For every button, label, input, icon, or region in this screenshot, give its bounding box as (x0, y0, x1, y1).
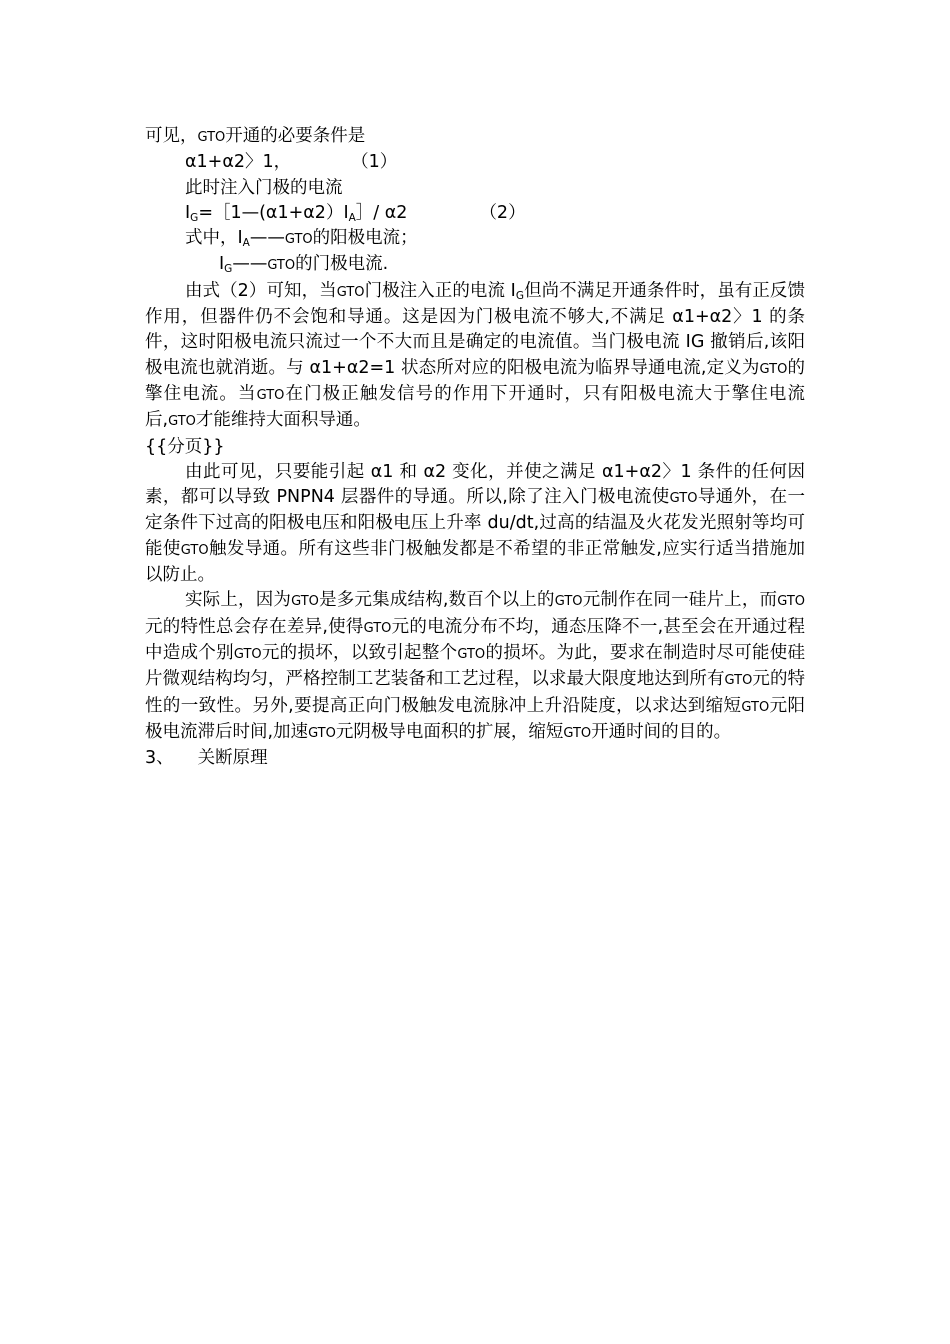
gto-abbr: GTO (336, 284, 365, 300)
equation-2-symbol: I (185, 202, 191, 223)
gto-abbr: GTO (308, 725, 336, 741)
paragraph-1 (145, 279, 805, 435)
paragraph-text: 门极注入正的电流 I (364, 280, 516, 301)
definition-text: 的门极电流. (295, 254, 389, 275)
gto-abbr: GTO (180, 542, 209, 558)
subscript: A (242, 237, 250, 250)
gto-abbr: GTO (284, 232, 313, 248)
paragraph-text: 由式（2）可知，当 (185, 280, 337, 301)
intro-line (145, 124, 805, 150)
intro-text: 可见， (145, 126, 198, 146)
equation-1 (145, 150, 805, 175)
gto-abbr: GTO (724, 673, 753, 689)
equation-2-formula: =［1—(α1+α2）I (198, 202, 349, 223)
equation-2-formula: ］/ α2 (355, 202, 408, 223)
gate-current-intro: 此时注入门极的电流 (185, 177, 343, 198)
subscript: G (224, 263, 233, 276)
page-break-marker: {{分页}} (145, 436, 225, 457)
definition-text: 的阳极电流； (312, 228, 418, 249)
equation-1-number: （1） (351, 152, 398, 173)
definition-text: I (219, 254, 225, 275)
paragraph-2 (145, 460, 805, 588)
paragraph-text: 实际上，因为 (185, 590, 292, 611)
definition-text: 式中，I (185, 228, 243, 249)
paragraph-text: 元的损坏，以致引起整个 (261, 642, 458, 663)
paragraph-text: 元制作在同一硅片上，而 (582, 590, 778, 611)
paragraph-text: 元的特性的一致性。另外,要提高正向门极触发电流脉冲上升沿陡度，以求达到缩短 (145, 669, 806, 716)
section-title: 关断原理 (197, 748, 268, 769)
paragraph-text: 元的特性总会存在差异,使得 (145, 616, 364, 637)
definition-text: —— (232, 254, 268, 275)
paragraph-text: 元阴极导电面积的扩展，缩短 (335, 721, 564, 742)
paragraph-text: 元的电流分布不均，通态压降不一,甚至会在开通过程中造成个别 (145, 616, 806, 663)
subscript: A (348, 211, 356, 224)
gto-abbr: GTO (291, 594, 319, 610)
paragraph-text: 才能维持大面积导通。 (195, 410, 371, 431)
paragraph-text: 的擎住电流。当 (145, 357, 805, 404)
paragraph-text: 开通时间的目的。 (591, 721, 732, 742)
intro-text: 开通的必要条件是 (225, 126, 366, 146)
gto-abbr: GTO (554, 594, 583, 610)
paragraph-text: 触发导通。所有这些非门极触发都是不希望的非正常触发,应实行适当措施加以防止。 (145, 538, 806, 586)
document-body (145, 124, 805, 771)
gto-abbr: GTO (256, 387, 285, 403)
gto-abbr: GTO (669, 491, 698, 507)
gto-abbr: GTO (741, 699, 770, 715)
paragraph-text: 由此可见，只要能引起 α1 和 α2 变化，并使之满足 α1+α2〉1 条件的任何因素，都可以导致 PNPN4 层器件的导通。所以,除了注入门极电流使 (145, 461, 805, 508)
gto-abbr: GTO (197, 130, 226, 145)
gto-abbr: GTO (777, 594, 806, 610)
definition-anode-current (145, 226, 805, 252)
paragraph-text: 的损坏。为此，要求在制造时尽可能使硅片微观结构均匀，严格控制工艺装备和工艺过程，以求最大限度地达到所有 (145, 642, 806, 690)
subscript: G (515, 289, 524, 302)
subscript: G (190, 211, 199, 224)
gto-abbr: GTO (168, 414, 196, 430)
gto-abbr: GTO (233, 646, 262, 662)
gto-abbr: GTO (363, 620, 392, 636)
definition-text: —— (249, 228, 285, 249)
gto-abbr: GTO (759, 361, 788, 377)
equation-2 (145, 201, 805, 226)
gto-abbr: GTO (457, 646, 486, 662)
section-number: 3、 (145, 748, 174, 769)
gto-abbr: GTO (563, 725, 592, 741)
equation-2-number: （2） (479, 202, 526, 223)
section-heading (145, 746, 805, 771)
paragraph-text: 元阳极电流滞后时间,加速 (145, 695, 806, 742)
paragraph-text: 但尚不满足开通条件时，虽有正反馈作用，但器件仍不会饱和导通。这是因为门极电流不够大,不满足 α1+α2〉1 的条件，这时阳极电流只流过一个不大而且是确定的电流值。当门极电流 IG 撤销后,该阳极电流也就消逝。与 α1+α2=1 状态所对应的阳极电流为临界导通电流,定义为 (145, 280, 805, 378)
gto-abbr: GTO (267, 258, 296, 274)
equation-1-formula: α1+α2〉1， (185, 152, 292, 173)
paragraph-text: 是多元集成结构,数百个以上的 (318, 590, 555, 611)
definition-gate-current (145, 252, 805, 278)
paragraph-text: 导通外，在一定条件下过高的阳极电压和阳极电压上升率 du/dt,过高的结温及火花发光照射等均可能使 (145, 487, 806, 559)
paragraph-3 (145, 588, 805, 746)
paragraph-text: 在门极正触发信号的作用下开通时，只有阳极电流大于擎住电流后, (145, 383, 806, 431)
